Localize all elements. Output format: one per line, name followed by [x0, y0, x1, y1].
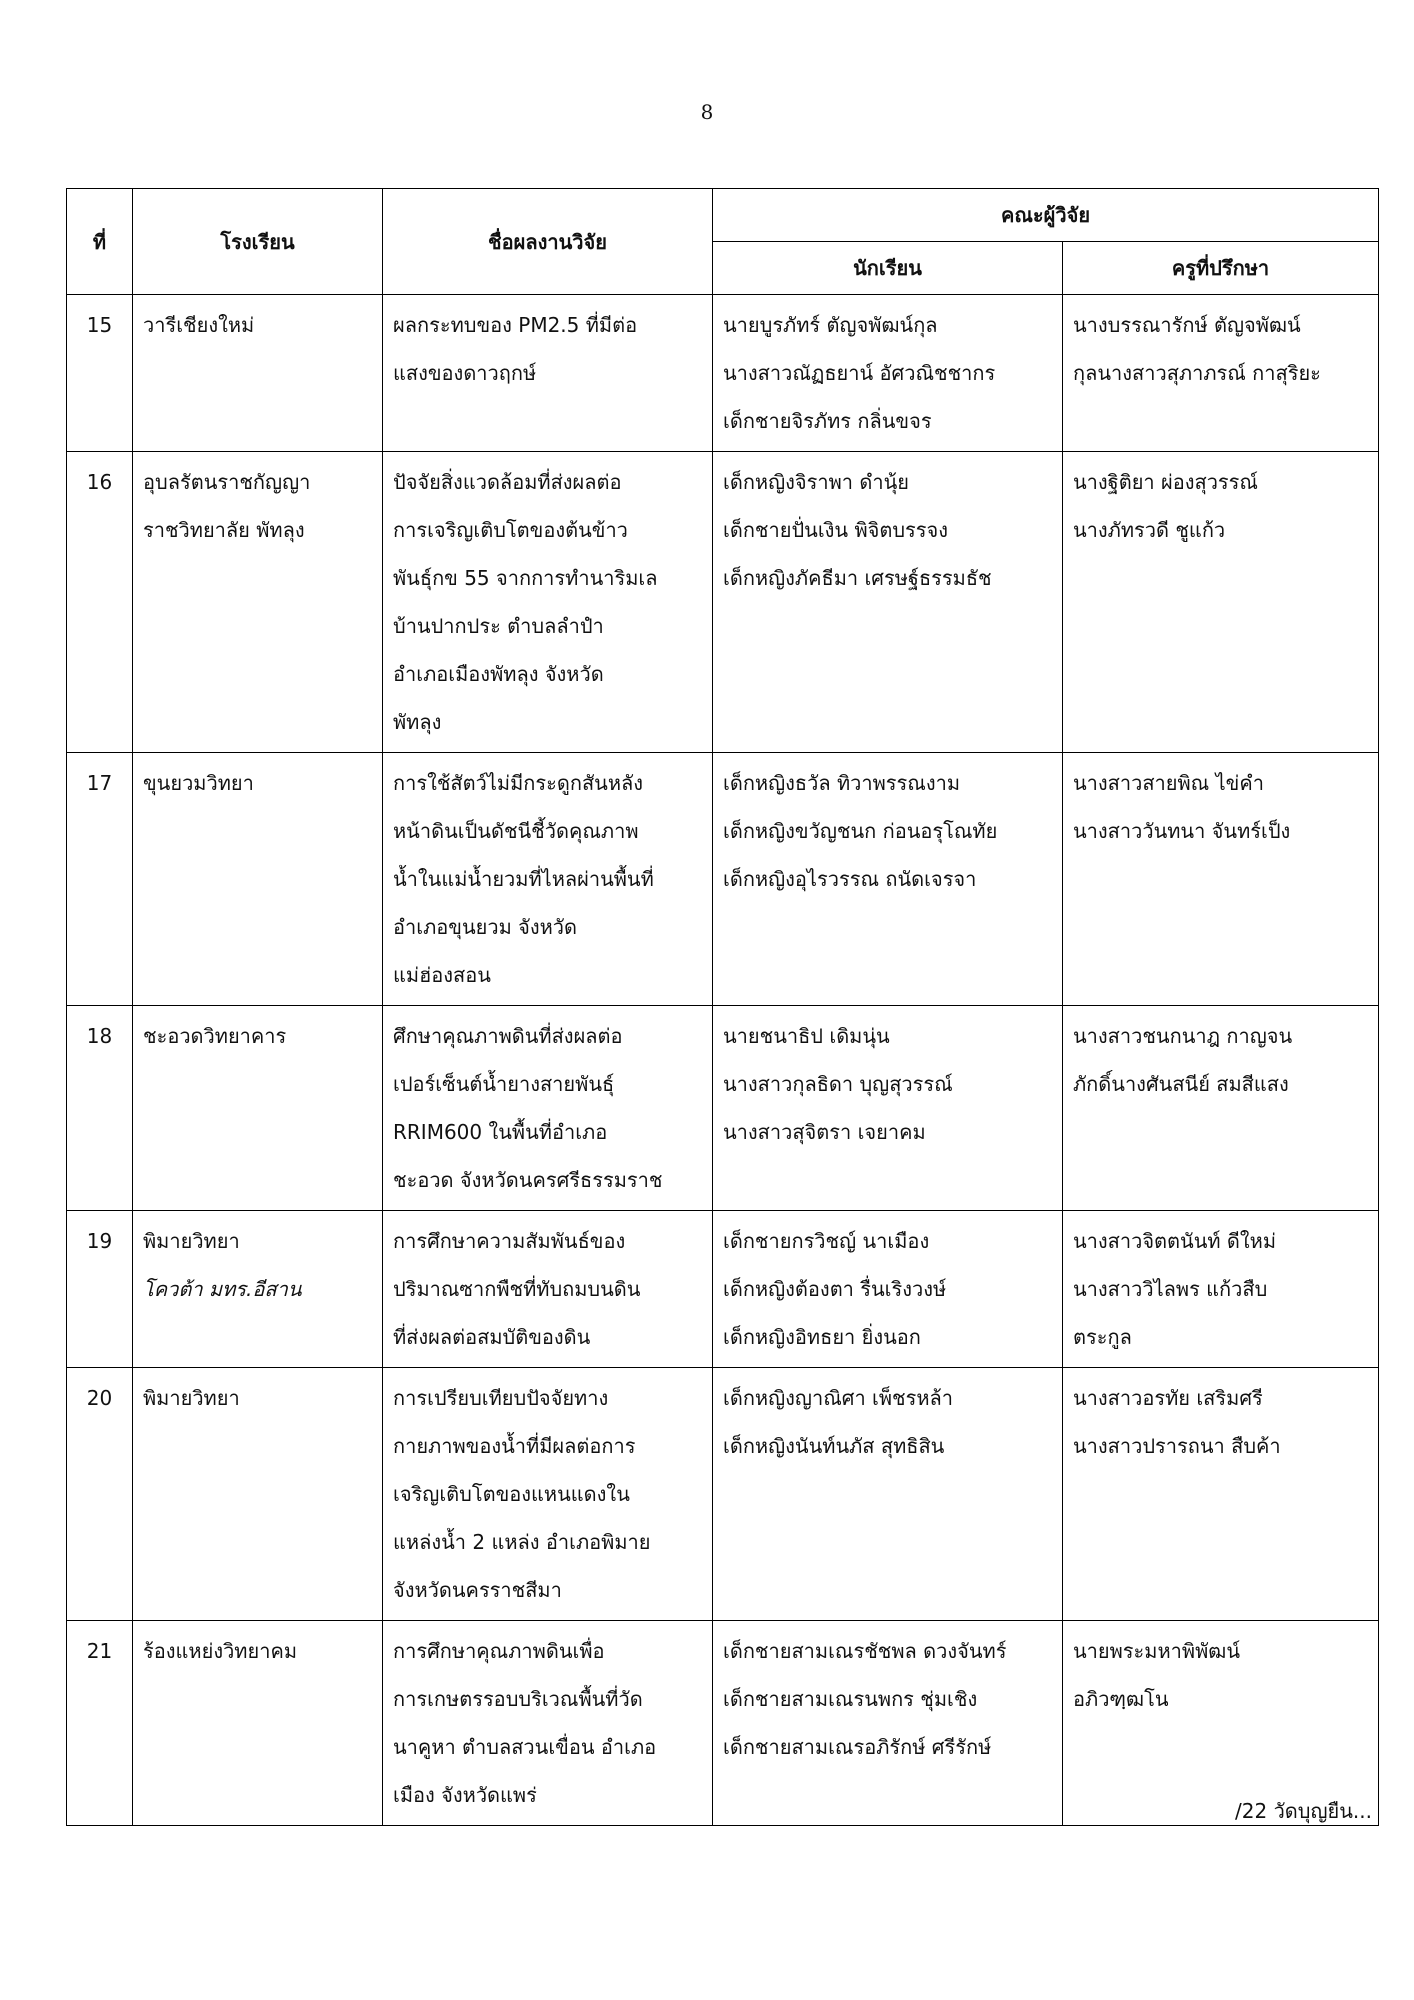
- header-no: ที่: [67, 189, 133, 295]
- cell-advisors: [1063, 1211, 1379, 1368]
- cell-students: [713, 1211, 1063, 1368]
- school-line: ร้องแหย่งวิทยาคม: [143, 1639, 298, 1663]
- advisors-line: นางสาวอรทัย เสริมศรี: [1073, 1386, 1263, 1410]
- title-line: อำเภอเมืองพัทลุง จังหวัด: [393, 662, 604, 686]
- row-number: 16: [67, 452, 133, 753]
- row-number: 15: [67, 295, 133, 452]
- header-research-team: คณะผู้วิจัย: [713, 189, 1379, 242]
- row-number: 18: [67, 1006, 133, 1211]
- students-line: เด็กหญิงต้องตา รื่นเริงวงษ์: [723, 1277, 947, 1301]
- advisors-line: นางสาวจิตตนันท์ ดีใหม่: [1073, 1229, 1277, 1253]
- cell-school: [133, 1006, 383, 1211]
- advisors-line: นางสาววันทนา จันทร์เป็ง: [1073, 819, 1291, 843]
- cell-students: [713, 753, 1063, 1006]
- title-line: แหล่งน้ำ 2 แหล่ง อำเภอพิมาย: [393, 1530, 651, 1554]
- header-school: โรงเรียน: [133, 189, 383, 295]
- cell-school: [133, 1211, 383, 1368]
- students-line: เด็กหญิงญาณิศา เพ็ชรหล้า: [723, 1386, 954, 1410]
- title-line: น้ำในแม่น้ำยวมที่ไหลผ่านพื้นที่: [393, 867, 654, 891]
- title-line: เจริญเติบโตของแหนแดงใน: [393, 1482, 630, 1506]
- advisors-line: นางบรรณารักษ์ ตัญจพัฒน์: [1073, 313, 1301, 337]
- students-line: เด็กชายสามเณรชัชพล ดวงจันทร์: [723, 1639, 1007, 1663]
- title-line: ปัจจัยสิ่งแวดล้อมที่ส่งผลต่อ: [393, 470, 622, 494]
- cell-students: [713, 1368, 1063, 1621]
- title-line: ศึกษาคุณภาพดินที่ส่งผลต่อ: [393, 1024, 623, 1048]
- advisors-line: อภิวฑฺฒโน: [1073, 1687, 1169, 1711]
- students-line: เด็กชายปั่นเงิน พิจิตบรรจง: [723, 518, 949, 542]
- title-line: แสงของดาวฤกษ์: [393, 361, 537, 385]
- students-line: เด็กหญิงอุไรวรรณ ถนัดเจรจา: [723, 867, 977, 891]
- title-line: การใช้สัตว์ไม่มีกระดูกสันหลัง: [393, 771, 644, 795]
- cell-students: [713, 452, 1063, 753]
- cell-title: [383, 1368, 713, 1621]
- title-line: จังหวัดนครราชสีมา: [393, 1578, 562, 1602]
- title-line: บ้านปากประ ตำบลลำปำ: [393, 614, 604, 638]
- cell-advisors: [1063, 1006, 1379, 1211]
- students-line: เด็กชายจิรภัทร กลิ่นขจร: [723, 409, 932, 433]
- advisors-line: นางภัทรวดี ชูแก้ว: [1073, 518, 1226, 542]
- table-row: [67, 753, 1379, 1006]
- title-line: อำเภอขุนยวม จังหวัด: [393, 915, 577, 939]
- school-line: พิมายวิทยา: [143, 1229, 240, 1253]
- school-line: พิมายวิทยา: [143, 1386, 240, 1410]
- school-line: อุบลรัตนราชกัญญา: [143, 470, 311, 494]
- advisors-line: นางสาวสายพิณ ไข่คำ: [1073, 771, 1264, 795]
- cell-title: [383, 1006, 713, 1211]
- students-line: เด็กหญิงธวัล ทิวาพรรณงาม: [723, 771, 961, 795]
- school-line: ราชวิทยาลัย พัทลุง: [143, 518, 305, 542]
- students-line: เด็กหญิงอิทธยา ยิ่งนอก: [723, 1325, 921, 1349]
- students-line: นางสาวสุจิตรา เจยาคม: [723, 1120, 926, 1144]
- header-students: นักเรียน: [713, 242, 1063, 295]
- title-line: กายภาพของน้ำที่มีผลต่อการ: [393, 1434, 636, 1458]
- research-table: [66, 188, 1379, 1826]
- advisors-line: นางสาวปรารถนา สืบค้า: [1073, 1434, 1281, 1458]
- title-line: นาคูหา ตำบลสวนเขื่อน อำเภอ: [393, 1735, 657, 1759]
- row-number: 19: [67, 1211, 133, 1368]
- title-line: ชะอวด จังหวัดนครศรีธรรมราช: [393, 1168, 663, 1192]
- table-body: [67, 295, 1379, 1826]
- cell-school: [133, 452, 383, 753]
- school-line: ขุนยวมวิทยา: [143, 771, 254, 795]
- cell-title: [383, 753, 713, 1006]
- title-line: แม่ฮ่องสอน: [393, 963, 491, 987]
- row-number: 17: [67, 753, 133, 1006]
- title-line: การเกษตรรอบบริเวณพื้นที่วัด: [393, 1687, 643, 1711]
- title-line: การเจริญเติบโตของต้นข้าว: [393, 518, 628, 542]
- cell-advisors: [1063, 753, 1379, 1006]
- cell-title: [383, 295, 713, 452]
- cell-school: [133, 295, 383, 452]
- students-line: เด็กชายสามเณรนพกร ชุ่มเชิง: [723, 1687, 978, 1711]
- title-line: พัทลุง: [393, 710, 442, 734]
- cell-students: [713, 1006, 1063, 1211]
- cell-students: [713, 1621, 1063, 1826]
- students-line: นายบูรภัทร์ ตัญจพัฒน์กุล: [723, 313, 938, 337]
- school-line: วารีเชียงใหม่: [143, 313, 255, 337]
- cell-school: [133, 1368, 383, 1621]
- cell-school: [133, 1621, 383, 1826]
- students-line: นางสาวกุลธิดา บุญสุวรรณ์: [723, 1072, 953, 1096]
- students-line: เด็กชายกรวิชญ์ นาเมือง: [723, 1229, 930, 1253]
- school-line: ชะอวดวิทยาคาร: [143, 1024, 287, 1048]
- cell-school: [133, 753, 383, 1006]
- cell-title: [383, 452, 713, 753]
- title-line: การศึกษาคุณภาพดินเพื่อ: [393, 1639, 605, 1663]
- students-line: นายชนาธิป เดิมนุ่น: [723, 1024, 890, 1048]
- cell-title: [383, 1211, 713, 1368]
- cell-advisors: [1063, 295, 1379, 452]
- advisors-line: นายพระมหาพิพัฒน์: [1073, 1639, 1240, 1663]
- table-row: [67, 1368, 1379, 1621]
- students-line: เด็กหญิงขวัญชนก ก่อนอรุโณทัย: [723, 819, 998, 843]
- title-line: เปอร์เซ็นต์น้ำยางสายพันธุ์: [393, 1072, 615, 1096]
- table-row: [67, 1621, 1379, 1826]
- students-line: เด็กชายสามเณรอภิรักษ์ ศรีรักษ์: [723, 1735, 992, 1759]
- header-advisors: ครูที่ปรึกษา: [1063, 242, 1379, 295]
- students-line: เด็กหญิงภัคธีมา เศรษฐ์ธรรมธัช: [723, 566, 992, 590]
- advisors-line: นางสาวชนกนาฎ กาญจน: [1073, 1024, 1293, 1048]
- title-line: การเปรียบเทียบปัจจัยทาง: [393, 1386, 609, 1410]
- advisors-line: กุลนางสาวสุภาภรณ์ กาสุริยะ: [1073, 361, 1321, 385]
- advisors-line: ภักดิ์นางศันสนีย์ สมสีแสง: [1073, 1072, 1289, 1096]
- row-number: 20: [67, 1368, 133, 1621]
- cell-students: [713, 295, 1063, 452]
- title-line: การศึกษาความสัมพันธ์ของ: [393, 1229, 626, 1253]
- school-line: โควต้า มทร.อีสาน: [143, 1277, 302, 1301]
- table-row: [67, 1006, 1379, 1211]
- students-line: เด็กหญิงจิราพา ดำนุ้ย: [723, 470, 909, 494]
- title-line: หน้าดินเป็นดัชนีชี้วัดคุณภาพ: [393, 819, 639, 843]
- title-line: RRIM600 ในพื้นที่อำเภอ: [393, 1120, 608, 1144]
- cell-title: [383, 1621, 713, 1826]
- cell-advisors: [1063, 1368, 1379, 1621]
- cell-advisors: [1063, 452, 1379, 753]
- students-line: นางสาวณัฏธยาน์ อัศวณิชชากร: [723, 361, 996, 385]
- advisors-line: นางสาววิไลพร แก้วสืบ: [1073, 1277, 1268, 1301]
- advisors-line: นางฐิติยา ผ่องสุวรรณ์: [1073, 470, 1258, 494]
- title-line: เมือง จังหวัดแพร่: [393, 1783, 537, 1807]
- row-number: 21: [67, 1621, 133, 1826]
- title-line: ที่ส่งผลต่อสมบัติของดิน: [393, 1325, 591, 1349]
- students-line: เด็กหญิงนันท์นภัส สุทธิสิน: [723, 1434, 945, 1458]
- title-line: ผลกระทบของ PM2.5 ที่มีต่อ: [393, 313, 638, 337]
- title-line: พันธุ์กข 55 จากการทำนาริมเล: [393, 566, 658, 590]
- header-title: ชื่อผลงานวิจัย: [383, 189, 713, 295]
- table-row: [67, 295, 1379, 452]
- continuation-note: /22 วัดบุญยืน...: [1235, 1799, 1372, 1823]
- table-row: [67, 1211, 1379, 1368]
- page-number: 8: [700, 100, 714, 124]
- title-line: ปริมาณซากพืชที่ทับถมบนดิน: [393, 1277, 641, 1301]
- table-row: [67, 452, 1379, 753]
- advisors-line: ตระกูล: [1073, 1325, 1132, 1349]
